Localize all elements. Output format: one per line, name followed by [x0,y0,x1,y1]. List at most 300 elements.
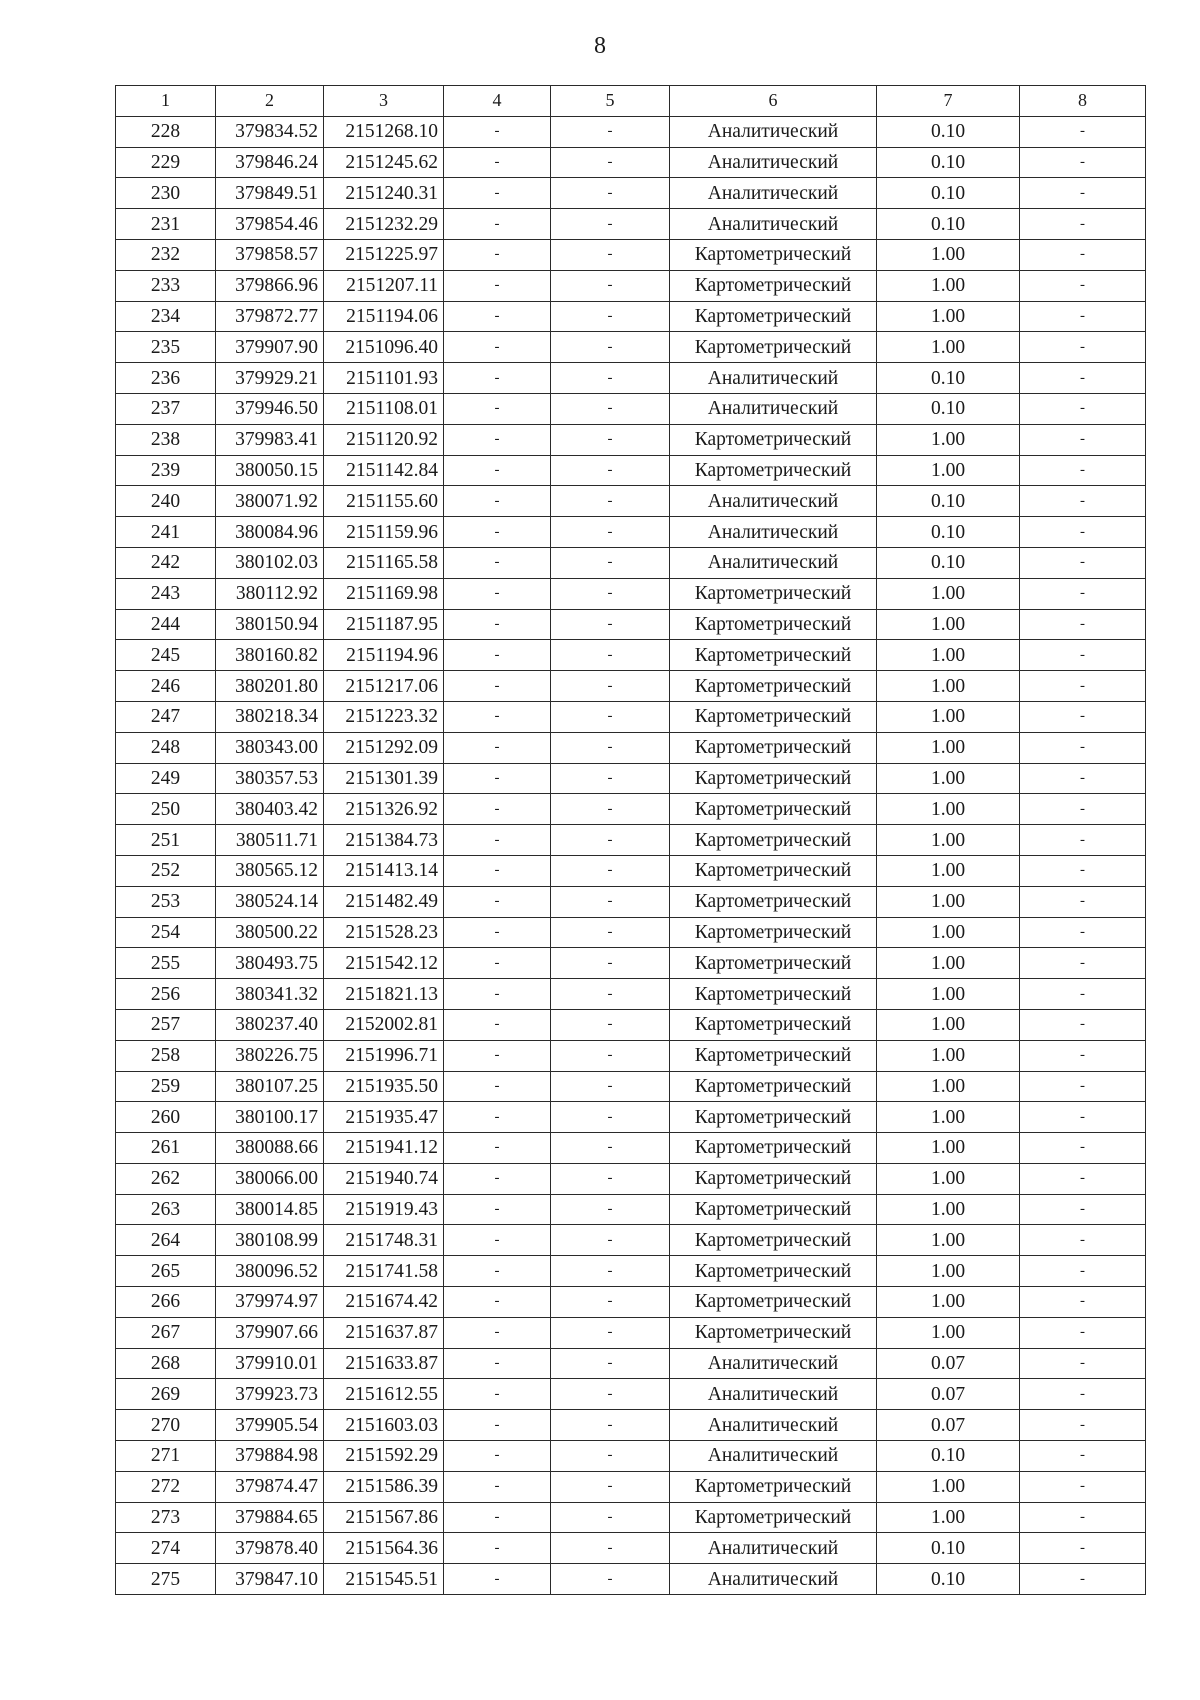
cell-method: Аналитический [670,517,877,548]
cell-accuracy: 0.10 [877,1533,1020,1564]
cell-y-coordinate: 2151741.58 [324,1256,444,1287]
cell-point-number: 271 [116,1441,216,1472]
table-row [116,794,1146,825]
table-header-row [116,86,1146,117]
cell-column-4: - [444,609,551,640]
cell-accuracy: 1.00 [877,732,1020,763]
cell-x-coordinate: 379905.54 [216,1410,324,1441]
cell-method: Аналитический [670,547,877,578]
cell-column-8: - [1020,332,1146,363]
cell-y-coordinate: 2151633.87 [324,1348,444,1379]
column-header: 3 [324,86,444,117]
cell-y-coordinate: 2151384.73 [324,825,444,856]
cell-column-5: - [551,147,670,178]
table-row [116,886,1146,917]
cell-column-8: - [1020,1379,1146,1410]
cell-column-5: - [551,1471,670,1502]
cell-column-8: - [1020,209,1146,240]
cell-point-number: 262 [116,1163,216,1194]
cell-method: Аналитический [670,116,877,147]
cell-column-8: - [1020,1533,1146,1564]
cell-accuracy: 0.10 [877,1441,1020,1472]
cell-y-coordinate: 2151935.50 [324,1071,444,1102]
column-header: 1 [116,86,216,117]
cell-point-number: 255 [116,948,216,979]
cell-accuracy: 0.10 [877,517,1020,548]
cell-point-number: 266 [116,1287,216,1318]
cell-column-8: - [1020,270,1146,301]
cell-column-5: - [551,732,670,763]
cell-y-coordinate: 2151674.42 [324,1287,444,1318]
cell-point-number: 267 [116,1317,216,1348]
table-row [116,1287,1146,1318]
cell-x-coordinate: 379910.01 [216,1348,324,1379]
cell-method: Картометрический [670,455,877,486]
cell-x-coordinate: 380201.80 [216,671,324,702]
cell-column-4: - [444,1379,551,1410]
cell-column-4: - [444,363,551,394]
cell-point-number: 260 [116,1102,216,1133]
table-row [116,1256,1146,1287]
cell-accuracy: 1.00 [877,609,1020,640]
cell-column-5: - [551,332,670,363]
cell-point-number: 237 [116,393,216,424]
cell-method: Картометрический [670,332,877,363]
table-row [116,979,1146,1010]
table-row [116,1040,1146,1071]
cell-accuracy: 0.10 [877,1564,1020,1595]
table-row [116,701,1146,732]
cell-point-number: 230 [116,178,216,209]
cell-method: Картометрический [670,424,877,455]
cell-method: Картометрический [670,732,877,763]
table-row [116,671,1146,702]
cell-column-5: - [551,825,670,856]
cell-point-number: 245 [116,640,216,671]
cell-y-coordinate: 2151187.95 [324,609,444,640]
cell-x-coordinate: 380102.03 [216,547,324,578]
cell-point-number: 270 [116,1410,216,1441]
cell-accuracy: 1.00 [877,1287,1020,1318]
table-row [116,1410,1146,1441]
cell-accuracy: 1.00 [877,1102,1020,1133]
column-header: 5 [551,86,670,117]
cell-column-5: - [551,517,670,548]
cell-x-coordinate: 379907.90 [216,332,324,363]
cell-column-4: - [444,239,551,270]
table-row [116,116,1146,147]
cell-point-number: 248 [116,732,216,763]
cell-x-coordinate: 380511.71 [216,825,324,856]
cell-x-coordinate: 380050.15 [216,455,324,486]
cell-y-coordinate: 2151155.60 [324,486,444,517]
cell-method: Аналитический [670,178,877,209]
cell-column-5: - [551,855,670,886]
cell-method: Аналитический [670,363,877,394]
cell-x-coordinate: 380150.94 [216,609,324,640]
table-row [116,393,1146,424]
cell-accuracy: 1.00 [877,455,1020,486]
cell-y-coordinate: 2151919.43 [324,1194,444,1225]
cell-y-coordinate: 2151996.71 [324,1040,444,1071]
cell-y-coordinate: 2151096.40 [324,332,444,363]
cell-column-4: - [444,1348,551,1379]
cell-accuracy: 1.00 [877,794,1020,825]
cell-column-4: - [444,1256,551,1287]
cell-column-8: - [1020,1564,1146,1595]
table-row [116,1564,1146,1595]
cell-y-coordinate: 2151612.55 [324,1379,444,1410]
cell-accuracy: 1.00 [877,1133,1020,1164]
cell-y-coordinate: 2151413.14 [324,855,444,886]
cell-x-coordinate: 380341.32 [216,979,324,1010]
table-row [116,1379,1146,1410]
cell-column-8: - [1020,424,1146,455]
cell-accuracy: 0.10 [877,486,1020,517]
cell-accuracy: 1.00 [877,1502,1020,1533]
cell-column-8: - [1020,393,1146,424]
table-row [116,547,1146,578]
cell-x-coordinate: 380108.99 [216,1225,324,1256]
cell-method: Картометрический [670,1102,877,1133]
cell-column-5: - [551,640,670,671]
cell-accuracy: 1.00 [877,825,1020,856]
cell-y-coordinate: 2151169.98 [324,578,444,609]
cell-method: Аналитический [670,1533,877,1564]
cell-column-8: - [1020,1133,1146,1164]
cell-y-coordinate: 2151482.49 [324,886,444,917]
cell-y-coordinate: 2151207.11 [324,270,444,301]
cell-y-coordinate: 2151194.96 [324,640,444,671]
cell-accuracy: 1.00 [877,1317,1020,1348]
table-row [116,270,1146,301]
cell-column-4: - [444,1040,551,1071]
cell-point-number: 259 [116,1071,216,1102]
cell-column-8: - [1020,1194,1146,1225]
cell-column-4: - [444,1163,551,1194]
cell-column-4: - [444,1225,551,1256]
table-row [116,301,1146,332]
cell-point-number: 228 [116,116,216,147]
cell-point-number: 231 [116,209,216,240]
cell-point-number: 250 [116,794,216,825]
cell-accuracy: 1.00 [877,1256,1020,1287]
cell-accuracy: 1.00 [877,917,1020,948]
cell-column-5: - [551,363,670,394]
table-row [116,147,1146,178]
table-row [116,609,1146,640]
cell-column-5: - [551,917,670,948]
cell-accuracy: 1.00 [877,270,1020,301]
cell-column-5: - [551,1379,670,1410]
table-row [116,363,1146,394]
cell-y-coordinate: 2151292.09 [324,732,444,763]
cell-x-coordinate: 380237.40 [216,1009,324,1040]
cell-column-5: - [551,1163,670,1194]
cell-x-coordinate: 380357.53 [216,763,324,794]
cell-method: Аналитический [670,393,877,424]
cell-column-5: - [551,116,670,147]
cell-point-number: 241 [116,517,216,548]
cell-accuracy: 0.10 [877,547,1020,578]
cell-point-number: 254 [116,917,216,948]
cell-column-5: - [551,1564,670,1595]
coordinates-table [115,85,1146,1595]
cell-y-coordinate: 2151232.29 [324,209,444,240]
cell-column-4: - [444,1287,551,1318]
cell-y-coordinate: 2151821.13 [324,979,444,1010]
table-row [116,239,1146,270]
cell-point-number: 239 [116,455,216,486]
table-row [116,1471,1146,1502]
table-row [116,209,1146,240]
cell-point-number: 269 [116,1379,216,1410]
column-header: 6 [670,86,877,117]
table-row [116,424,1146,455]
cell-method: Аналитический [670,147,877,178]
cell-accuracy: 1.00 [877,1071,1020,1102]
cell-y-coordinate: 2151326.92 [324,794,444,825]
cell-column-4: - [444,979,551,1010]
cell-point-number: 261 [116,1133,216,1164]
cell-column-8: - [1020,1256,1146,1287]
cell-column-4: - [444,270,551,301]
cell-y-coordinate: 2151101.93 [324,363,444,394]
cell-column-8: - [1020,147,1146,178]
cell-x-coordinate: 380084.96 [216,517,324,548]
table-row [116,486,1146,517]
cell-x-coordinate: 380500.22 [216,917,324,948]
cell-column-5: - [551,794,670,825]
cell-column-8: - [1020,763,1146,794]
cell-column-5: - [551,609,670,640]
cell-y-coordinate: 2151165.58 [324,547,444,578]
cell-y-coordinate: 2151225.97 [324,239,444,270]
cell-column-4: - [444,1410,551,1441]
column-header: 8 [1020,86,1146,117]
cell-column-4: - [444,855,551,886]
cell-point-number: 236 [116,363,216,394]
cell-column-5: - [551,948,670,979]
cell-column-4: - [444,393,551,424]
cell-accuracy: 1.00 [877,239,1020,270]
cell-y-coordinate: 2151301.39 [324,763,444,794]
table-row [116,517,1146,548]
cell-column-5: - [551,209,670,240]
cell-method: Картометрический [670,1071,877,1102]
cell-method: Картометрический [670,609,877,640]
cell-accuracy: 0.10 [877,209,1020,240]
cell-y-coordinate: 2151935.47 [324,1102,444,1133]
cell-y-coordinate: 2151637.87 [324,1317,444,1348]
cell-column-5: - [551,178,670,209]
cell-x-coordinate: 379847.10 [216,1564,324,1595]
cell-method: Аналитический [670,486,877,517]
cell-method: Картометрический [670,1194,877,1225]
table-row [116,825,1146,856]
cell-point-number: 242 [116,547,216,578]
cell-column-8: - [1020,547,1146,578]
cell-column-8: - [1020,578,1146,609]
cell-column-4: - [444,1502,551,1533]
cell-column-8: - [1020,1163,1146,1194]
cell-column-8: - [1020,178,1146,209]
cell-accuracy: 1.00 [877,886,1020,917]
cell-column-4: - [444,825,551,856]
cell-accuracy: 0.10 [877,363,1020,394]
table-row [116,1133,1146,1164]
cell-point-number: 274 [116,1533,216,1564]
cell-method: Картометрический [670,948,877,979]
cell-method: Картометрический [670,1287,877,1318]
cell-accuracy: 1.00 [877,640,1020,671]
cell-x-coordinate: 380071.92 [216,486,324,517]
cell-y-coordinate: 2151564.36 [324,1533,444,1564]
cell-column-8: - [1020,671,1146,702]
cell-column-4: - [444,671,551,702]
cell-column-5: - [551,455,670,486]
cell-method: Картометрический [670,640,877,671]
cell-column-8: - [1020,886,1146,917]
cell-column-5: - [551,1009,670,1040]
cell-method: Картометрический [670,1163,877,1194]
table-row [116,1009,1146,1040]
cell-x-coordinate: 380403.42 [216,794,324,825]
cell-point-number: 272 [116,1471,216,1502]
table-row [116,948,1146,979]
cell-accuracy: 1.00 [877,855,1020,886]
cell-y-coordinate: 2151542.12 [324,948,444,979]
cell-column-4: - [444,1194,551,1225]
cell-accuracy: 0.10 [877,147,1020,178]
cell-x-coordinate: 379878.40 [216,1533,324,1564]
cell-accuracy: 1.00 [877,332,1020,363]
cell-method: Картометрический [670,301,877,332]
cell-y-coordinate: 2151223.32 [324,701,444,732]
cell-x-coordinate: 379872.77 [216,301,324,332]
cell-point-number: 249 [116,763,216,794]
cell-point-number: 243 [116,578,216,609]
cell-method: Картометрический [670,886,877,917]
cell-column-5: - [551,270,670,301]
cell-column-4: - [444,794,551,825]
cell-column-5: - [551,1348,670,1379]
cell-column-4: - [444,1564,551,1595]
cell-method: Аналитический [670,1410,877,1441]
cell-column-4: - [444,455,551,486]
cell-column-4: - [444,1317,551,1348]
cell-x-coordinate: 380088.66 [216,1133,324,1164]
cell-y-coordinate: 2151217.06 [324,671,444,702]
cell-x-coordinate: 380493.75 [216,948,324,979]
cell-column-4: - [444,578,551,609]
cell-accuracy: 1.00 [877,979,1020,1010]
cell-column-8: - [1020,609,1146,640]
cell-x-coordinate: 380565.12 [216,855,324,886]
cell-x-coordinate: 380107.25 [216,1071,324,1102]
cell-column-5: - [551,1502,670,1533]
table-row [116,1071,1146,1102]
cell-column-5: - [551,393,670,424]
cell-column-8: - [1020,1009,1146,1040]
cell-point-number: 233 [116,270,216,301]
cell-x-coordinate: 380218.34 [216,701,324,732]
cell-column-8: - [1020,979,1146,1010]
cell-y-coordinate: 2151194.06 [324,301,444,332]
cell-x-coordinate: 379846.24 [216,147,324,178]
cell-column-5: - [551,1410,670,1441]
cell-column-4: - [444,332,551,363]
cell-column-4: - [444,178,551,209]
cell-column-5: - [551,1071,670,1102]
table-row [116,178,1146,209]
cell-x-coordinate: 379834.52 [216,116,324,147]
cell-column-4: - [444,1533,551,1564]
cell-x-coordinate: 379874.47 [216,1471,324,1502]
cell-column-8: - [1020,486,1146,517]
table-row [116,1194,1146,1225]
cell-method: Картометрический [670,1471,877,1502]
page-number: 8 [594,33,606,59]
cell-point-number: 238 [116,424,216,455]
cell-column-4: - [444,763,551,794]
cell-accuracy: 1.00 [877,301,1020,332]
cell-column-8: - [1020,825,1146,856]
table-row [116,855,1146,886]
cell-point-number: 273 [116,1502,216,1533]
cell-column-8: - [1020,455,1146,486]
cell-column-8: - [1020,1071,1146,1102]
cell-method: Картометрический [670,270,877,301]
cell-column-5: - [551,1287,670,1318]
cell-column-4: - [444,640,551,671]
cell-accuracy: 0.10 [877,178,1020,209]
cell-column-4: - [444,948,551,979]
table-row [116,578,1146,609]
cell-column-5: - [551,1317,670,1348]
cell-column-5: - [551,1533,670,1564]
cell-column-5: - [551,578,670,609]
table-row [116,1317,1146,1348]
table-row [116,917,1146,948]
cell-accuracy: 0.07 [877,1348,1020,1379]
cell-column-8: - [1020,517,1146,548]
cell-x-coordinate: 380524.14 [216,886,324,917]
cell-column-5: - [551,1102,670,1133]
cell-column-4: - [444,209,551,240]
cell-column-5: - [551,1256,670,1287]
cell-column-5: - [551,886,670,917]
cell-x-coordinate: 379884.65 [216,1502,324,1533]
cell-point-number: 264 [116,1225,216,1256]
cell-column-8: - [1020,855,1146,886]
cell-y-coordinate: 2151528.23 [324,917,444,948]
cell-column-5: - [551,1133,670,1164]
cell-column-4: - [444,517,551,548]
cell-column-4: - [444,1071,551,1102]
cell-x-coordinate: 379974.97 [216,1287,324,1318]
cell-x-coordinate: 379929.21 [216,363,324,394]
cell-column-8: - [1020,948,1146,979]
cell-column-8: - [1020,1225,1146,1256]
cell-column-8: - [1020,1471,1146,1502]
cell-column-5: - [551,979,670,1010]
cell-method: Картометрический [670,701,877,732]
cell-x-coordinate: 379946.50 [216,393,324,424]
cell-accuracy: 1.00 [877,1163,1020,1194]
cell-column-4: - [444,1009,551,1040]
cell-method: Картометрический [670,979,877,1010]
